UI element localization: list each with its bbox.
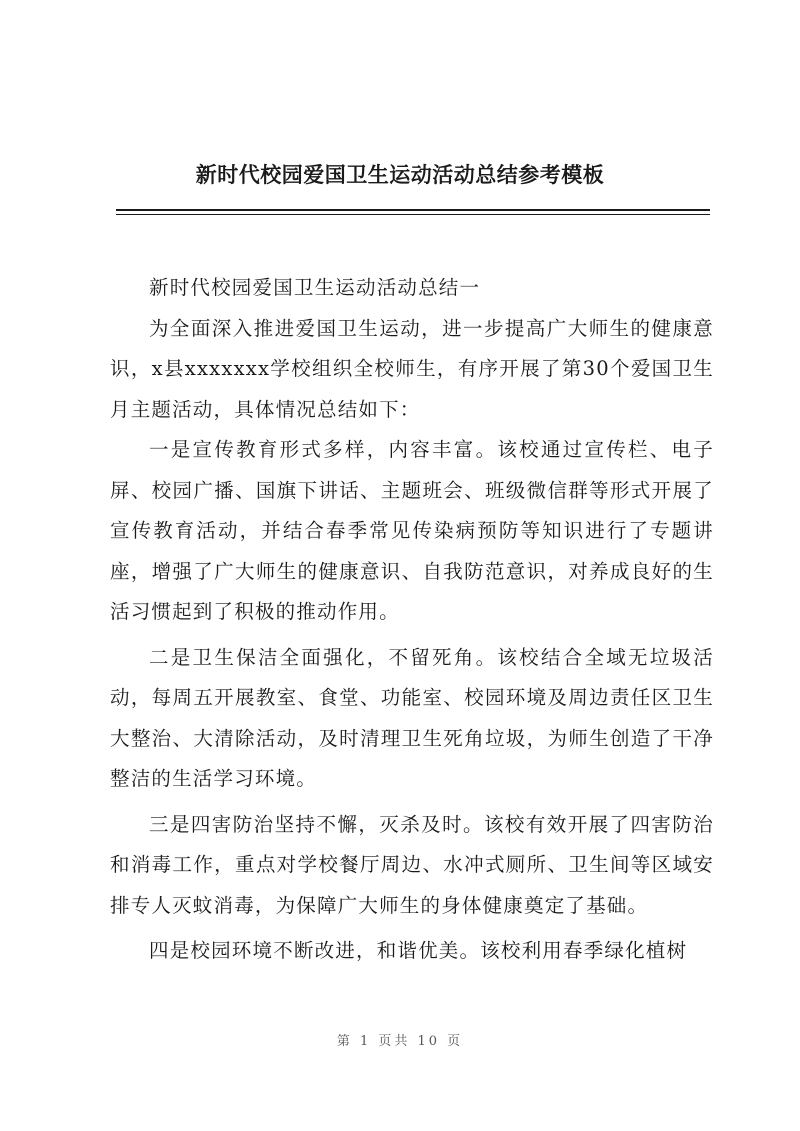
- section-heading: 新时代校园爱国卫生运动活动总结一: [149, 276, 481, 299]
- page-footer: 第 1 页共 10 页: [336, 1034, 464, 1049]
- paragraph-point-four: 四是校园环境不断改进，和谐优美。该校利用春季绿化植树: [149, 939, 688, 962]
- paragraph-point-three: 三是四害防治坚持不懈，灭杀及时。该校有效开展了四害防治和消毒工作，重点对学校餐厅周边、水冲式厕所、卫生间等区域安排专人灭蚊消毒，为保障广大师生的身体健康奠定了基础。: [110, 812, 714, 917]
- paragraph-point-one: 一是宣传教育形式多样，内容丰富。该校通过宣传栏、电子屏、校园广播、国旗下讲话、主题班会、班级微信群等形式开展了宣传教育活动，并结合春季常见传染病预防等知识进行了专题讲座，增强了广大师生的健康意识、自我防范意识，对养成良好的生活习惯起到了积极的推动作用。: [110, 438, 714, 623]
- title-divider-thick: [116, 209, 710, 211]
- paragraph-point-two: 二是卫生保洁全面强化，不留死角。该校结合全域无垃圾活动，每周五开展教室、食堂、功能室、校园环境及周边责任区卫生大整治、大清除活动，及时清理卫生死角垃圾，为师生创造了干净整洁的生活学习环境。: [110, 645, 714, 790]
- paragraph-intro: 为全面深入推进爱国卫生运动，进一步提高广大师生的健康意识，x县xxxxxxx学校组织全校师生，有序开展了第30个爱国卫生月主题活动，具体情况总结如下：: [110, 316, 714, 421]
- document-title: 新时代校园爱国卫生运动活动总结参考模板: [195, 162, 605, 187]
- title-divider-thin: [116, 214, 710, 215]
- document-body: [110, 268, 714, 972]
